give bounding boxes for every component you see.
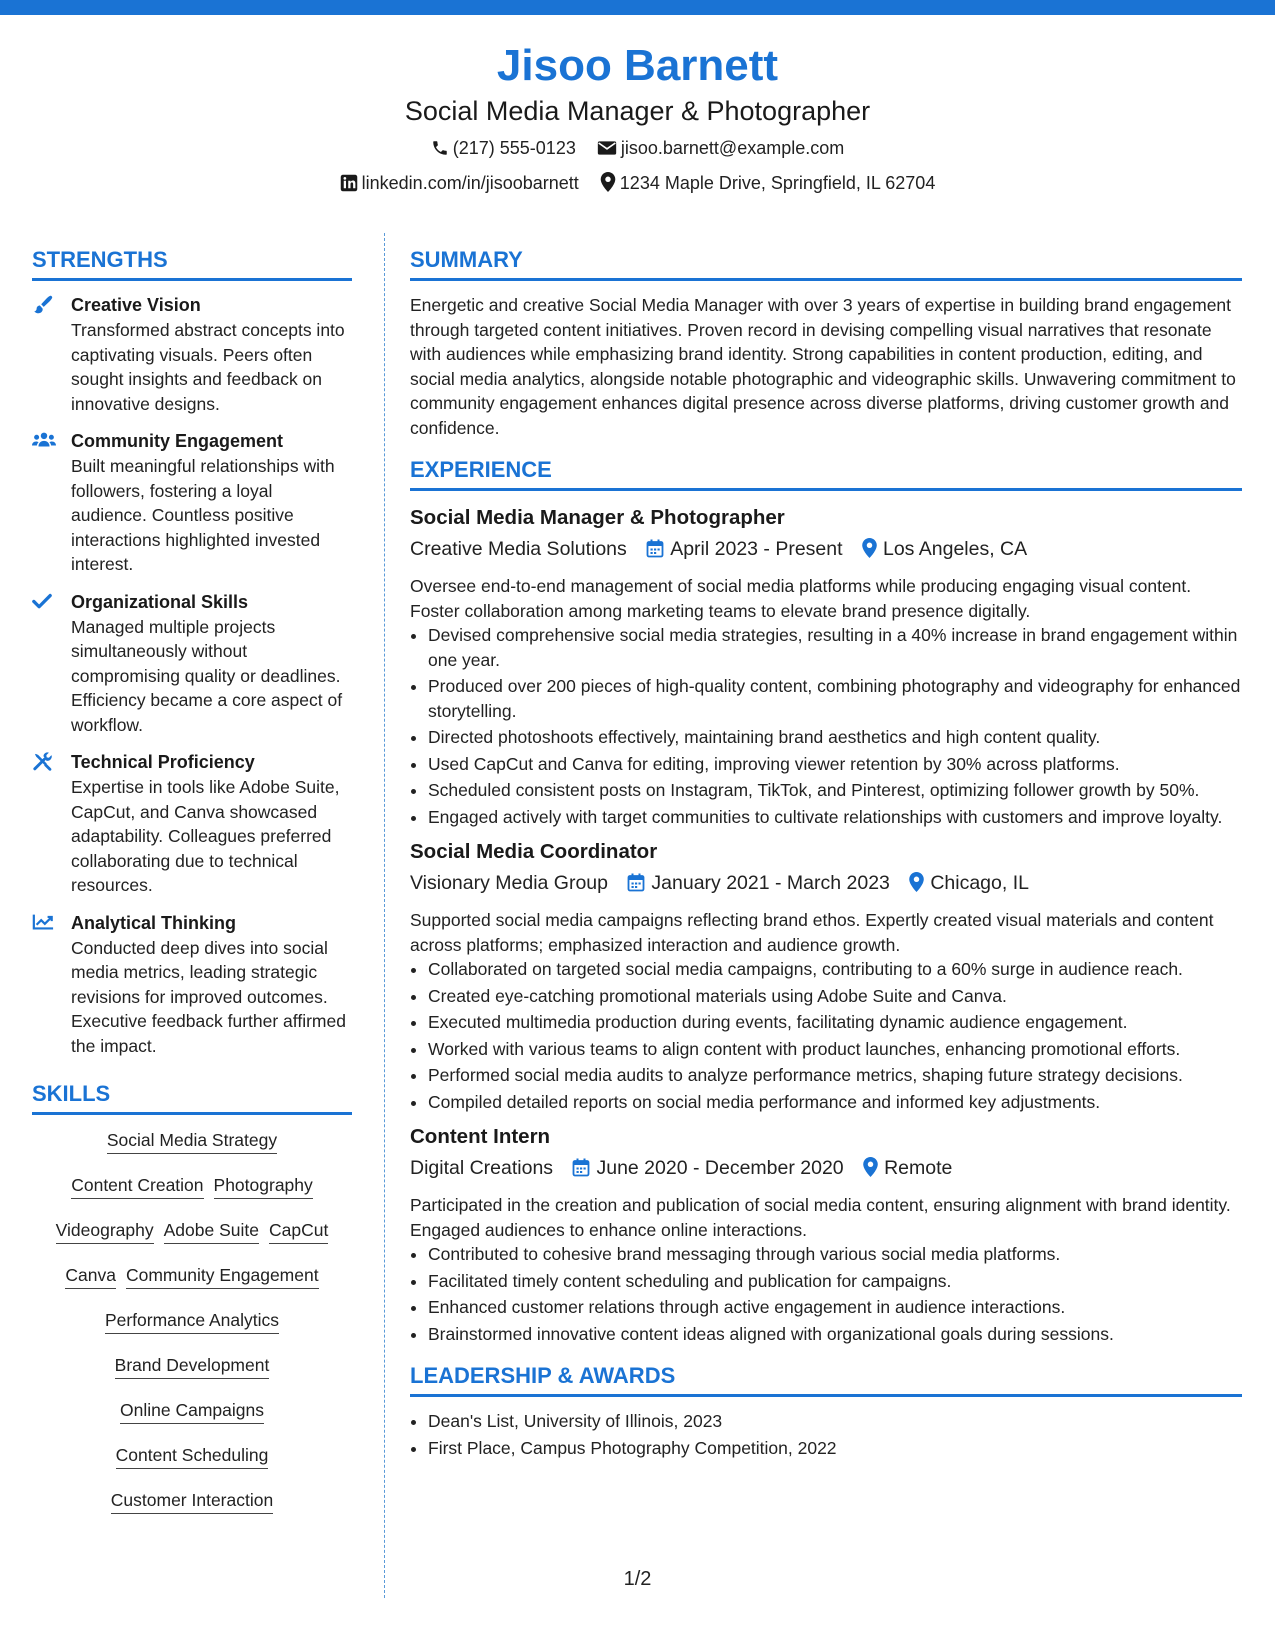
job-bullets (410, 957, 1242, 1114)
job-meta (410, 1152, 1242, 1187)
strength-title: Community Engagement (71, 431, 284, 451)
strength-item (32, 429, 352, 577)
skills-list (32, 1127, 352, 1532)
summary-text: Energetic and creative Social Media Manager with over 3 years of expertise in building brand engagement through targeted content initiatives. Proven record in devising compelling visual narratives that resonate with audiences while emphasizing brand identity. Strong capabilities in content production, editing, and social media analytics, alongside notable photographic and videographic skills. Unwavering commitment to community engagement enhances digital presence across diverse platforms, driving customer growth and confidence. (410, 295, 1236, 438)
job-entry (410, 1122, 1242, 1346)
job-bullets (410, 1242, 1242, 1346)
map-pin-icon (862, 536, 877, 568)
skill-tag: Performance Analytics (105, 1307, 279, 1334)
skill-tag: Canva (65, 1262, 116, 1289)
strength-item (32, 293, 352, 416)
phone-item (431, 136, 576, 163)
skill-tag: Videography (56, 1217, 154, 1244)
job-title: Social Media Manager & Photographer (410, 506, 785, 529)
skill-tag: Customer Interaction (111, 1487, 273, 1514)
job-entry (410, 503, 1242, 829)
job-bullet: • Executed multimedia production during events, facilitating dynamic audience engagement. (428, 1010, 1242, 1035)
left-column (32, 246, 352, 1532)
skill-tag: Brand Development (115, 1352, 270, 1379)
check-icon (32, 592, 56, 612)
linkedin-icon (340, 174, 358, 198)
skill-tag: Content Scheduling (116, 1442, 269, 1469)
resume-header (0, 38, 1275, 198)
map-pin-icon (909, 870, 924, 902)
strength-desc: Managed multiple projects simultaneously without compromising quality or deadlines. Efficiency became a core aspect of workflow. (71, 616, 343, 735)
job-title: Content Intern (410, 1125, 551, 1148)
strength-item (32, 750, 352, 898)
strength-title: Technical Proficiency (71, 752, 255, 772)
strength-item (32, 911, 352, 1059)
linkedin-item (340, 171, 579, 198)
phone-text[interactable]: (217) 555-0123 (452, 138, 576, 158)
job-meta (410, 533, 1242, 568)
job-location: Remote (884, 1157, 953, 1179)
map-pin-icon (863, 1155, 878, 1187)
job-bullet: • Produced over 200 pieces of high-quality content, combining photography and videography for enhanced storytelling. (428, 674, 1242, 723)
summary-heading: SUMMARY (410, 246, 1242, 281)
job-company: Creative Media Solutions (410, 538, 627, 560)
job-description: Participated in the creation and publication of social media content, ensuring alignment with brand identity. Engaged audiences to enhance online interactions. (410, 1195, 1231, 1240)
job-location: Los Angeles, CA (882, 538, 1028, 560)
job-bullet: • Contributed to cohesive brand messaging through various social media platforms. (428, 1242, 1242, 1267)
email-text[interactable]: jisoo.barnett@example.com (620, 138, 845, 158)
contact-row-2 (0, 171, 1275, 198)
phone-icon (431, 139, 449, 163)
job-bullet: • Worked with various teams to align content with product launches, enhancing promotional efforts. (428, 1037, 1242, 1062)
email-item (597, 136, 844, 163)
tools-icon (32, 752, 56, 772)
job-bullet: • Brainstormed innovative content ideas aligned with organizational goals during sessions. (428, 1322, 1242, 1347)
job-title: Social Media Coordinator (410, 840, 658, 863)
job-bullet: • Performed social media audits to analyze performance metrics, shaping future strategy decisions. (428, 1063, 1242, 1088)
job-entry (410, 837, 1242, 1114)
skill-tag: Photography (214, 1172, 313, 1199)
job-bullet: • Devised comprehensive social media strategies, resulting in a 40% increase in brand engagement within one year. (428, 623, 1242, 672)
skill-tag: Adobe Suite (164, 1217, 259, 1244)
job-bullet: • Collaborated on targeted social media campaigns, contributing to a 60% surge in audience reach. (428, 957, 1242, 982)
awards-list (410, 1409, 1242, 1460)
job-company: Digital Creations (410, 1157, 554, 1179)
calendar-icon (646, 536, 664, 568)
job-bullet: • Used CapCut and Canva for editing, improving viewer retention by 30% across platforms. (428, 752, 1242, 777)
skill-tag: Community Engagement (126, 1262, 319, 1289)
strengths-heading: STRENGTHS (32, 246, 352, 281)
envelope-icon (597, 139, 617, 163)
job-bullet: • Created eye-catching promotional materials using Adobe Suite and Canva. (428, 984, 1242, 1009)
skill-tag: Social Media Strategy (107, 1127, 277, 1154)
strength-title: Organizational Skills (71, 591, 249, 612)
users-icon (32, 431, 56, 451)
page-number: 1/2 (623, 1568, 652, 1590)
linkedin-text[interactable]: linkedin.com/in/jisoobarnett (361, 173, 579, 193)
job-description: Oversee end-to-end management of social media platforms while producing engaging visual content. Foster collaboration among marketing teams to elevate brand presence digitally. (410, 576, 1192, 621)
job-dates: June 2020 - December 2020 (596, 1157, 844, 1179)
strength-desc: Expertise in tools like Adobe Suite, CapCut, and Canva showcased adaptability. Colleagues preferred collaborating due to technical resources. (71, 777, 340, 895)
strength-desc: Transformed abstract concepts into captivating visuals. Peers often sought insights and feedback on innovative designs. (71, 320, 345, 414)
map-pin-icon (600, 172, 616, 198)
job-company: Visionary Media Group (410, 872, 608, 894)
skill-tag: CapCut (269, 1217, 328, 1244)
job-bullet: • Directed photoshoots effectively, maintaining brand aesthetics and high content quality. (428, 725, 1242, 750)
contact-row-1 (0, 136, 1275, 163)
job-bullet: • Compiled detailed reports on social media performance and informed key adjustments. (428, 1090, 1242, 1115)
job-bullet: • Facilitated timely content scheduling and publication for campaigns. (428, 1269, 1242, 1294)
chart-line-icon (32, 913, 56, 933)
strength-title: Creative Vision (71, 295, 201, 315)
brush-icon (32, 295, 56, 315)
experience-heading: EXPERIENCE (410, 456, 1242, 491)
job-description: Supported social media campaigns reflecting brand ethos. Expertly created visual materials and content across platforms; emphasized interaction and audience growth. (410, 910, 1214, 955)
address-text: 1234 Maple Drive, Springfield, IL 62704 (619, 173, 936, 193)
awards-heading: LEADERSHIP & AWARDS (410, 1362, 1242, 1397)
address-item (600, 171, 936, 198)
strength-desc: Conducted deep dives into social media metrics, leading strategic revisions for improved outcomes. Executive feedback further affirmed the impact. (71, 937, 346, 1056)
skill-tag: Online Campaigns (120, 1397, 264, 1424)
job-bullet: • Scheduled consistent posts on Instagram, TikTok, and Pinterest, optimizing follower growth by 50%. (428, 778, 1242, 803)
job-dates: January 2021 - March 2023 (651, 872, 890, 894)
job-bullet: • Enhanced customer relations through active engagement in audience interactions. (428, 1295, 1242, 1320)
right-column (410, 246, 1242, 1462)
calendar-icon (627, 870, 645, 902)
job-meta (410, 867, 1242, 902)
job-dates: April 2023 - Present (670, 538, 843, 560)
job-location: Chicago, IL (930, 872, 1029, 894)
job-bullet: • Engaged actively with target communities to cultivate relationships with customers and improve loyalty. (428, 805, 1242, 830)
job-bullets (410, 623, 1242, 829)
skills-heading: SKILLS (32, 1080, 352, 1115)
strength-desc: Built meaningful relationships with followers, fostering a loyal audience. Countless positive interactions highlighted invested interest. (71, 456, 335, 574)
award-item: • First Place, Campus Photography Competition, 2022 (428, 1436, 1242, 1461)
candidate-name: Jisoo Barnett (496, 41, 779, 90)
strength-title: Analytical Thinking (71, 912, 237, 933)
award-item: • Dean's List, University of Illinois, 2023 (428, 1409, 1242, 1434)
candidate-title: Social Media Manager & Photographer (404, 96, 871, 126)
column-divider (384, 233, 385, 1598)
top-accent-bar (0, 0, 1275, 15)
calendar-icon (572, 1155, 590, 1187)
skill-tag: Content Creation (71, 1172, 203, 1199)
strength-item (32, 590, 352, 738)
